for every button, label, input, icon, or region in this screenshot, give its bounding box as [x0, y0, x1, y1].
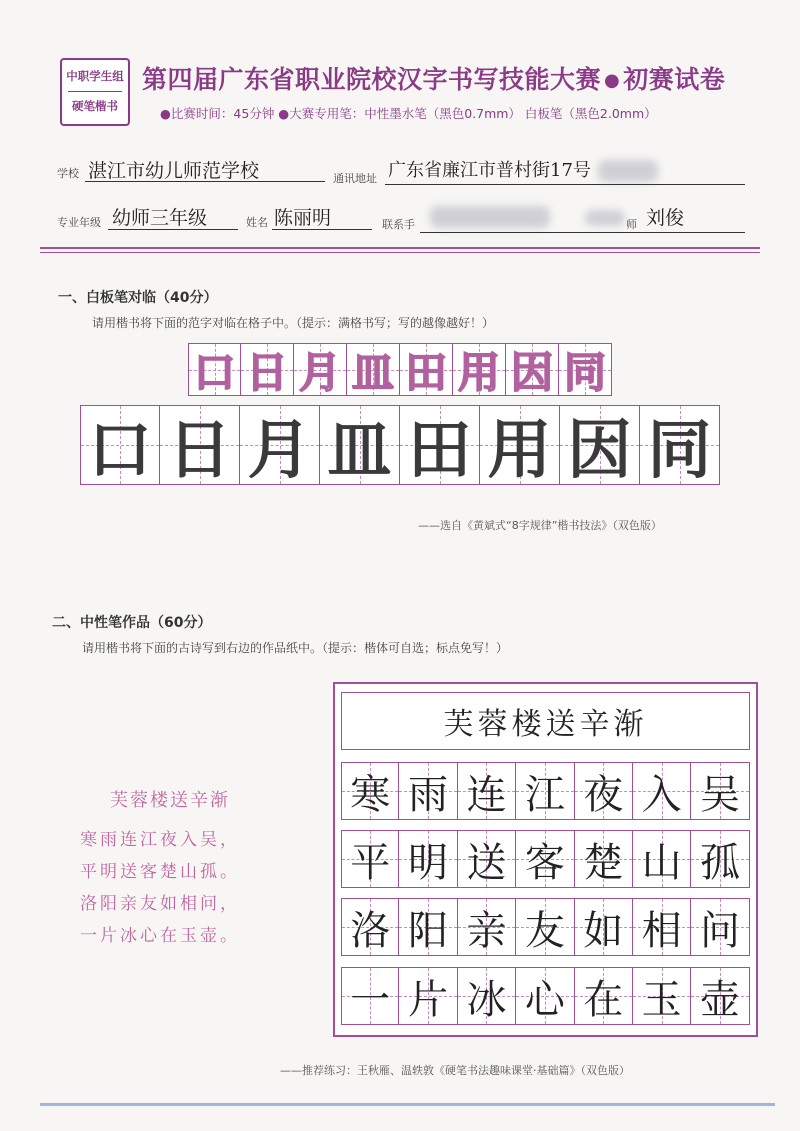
- work-row[interactable]: [341, 967, 750, 1025]
- work-cell[interactable]: 孤: [691, 830, 749, 888]
- work-cell[interactable]: 片: [399, 967, 457, 1025]
- work-cell[interactable]: 在: [575, 967, 633, 1025]
- model-cell: 日: [241, 343, 294, 396]
- practice-cell[interactable]: 皿: [320, 405, 400, 485]
- address-underline: [385, 184, 745, 185]
- work-cell[interactable]: 冰: [458, 967, 516, 1025]
- work-cell[interactable]: 雨: [399, 762, 457, 820]
- section1-title: 一、白板笔对临（40分）: [58, 290, 218, 306]
- work-row[interactable]: [341, 830, 750, 888]
- work-cell[interactable]: 阳: [399, 898, 457, 956]
- work-sheet[interactable]: [333, 682, 758, 1037]
- work-cell[interactable]: 心: [516, 967, 574, 1025]
- work-cell[interactable]: 壶: [691, 967, 749, 1025]
- poem-line: 寒雨连江夜入吴，: [80, 830, 240, 850]
- contest-title: 第四届广东省职业院校汉字书写技能大赛: [142, 65, 602, 94]
- practice-cell[interactable]: 同: [640, 405, 720, 485]
- work-cell[interactable]: 吴: [691, 762, 749, 820]
- page-title: [142, 60, 725, 96]
- exam-type: 初赛试卷: [623, 65, 726, 94]
- work-cell[interactable]: 玉: [633, 967, 691, 1025]
- practice-char-grid[interactable]: [80, 405, 720, 488]
- badge-divider: [68, 91, 122, 92]
- practice-cell[interactable]: 因: [560, 405, 640, 485]
- major-value[interactable]: 幼师三年级: [112, 207, 208, 229]
- name-value[interactable]: 陈丽明: [274, 207, 332, 229]
- work-row[interactable]: [341, 898, 750, 956]
- teacher-value[interactable]: 刘俊: [646, 207, 685, 229]
- work-cell[interactable]: 亲: [458, 898, 516, 956]
- work-cell[interactable]: 连: [458, 762, 516, 820]
- model-cell: 田: [400, 343, 453, 396]
- work-cell[interactable]: 明: [399, 830, 457, 888]
- model-char-grid: [188, 343, 612, 396]
- name-underline: [272, 229, 372, 230]
- work-cell[interactable]: 寒: [341, 762, 399, 820]
- address-label: 通讯地址: [333, 172, 377, 185]
- phone-teacher-underline: [420, 232, 745, 233]
- work-cell[interactable]: 夜: [575, 762, 633, 820]
- address-value[interactable]: 广东省廉江市普村街17号: [388, 160, 591, 181]
- model-cell: 皿: [347, 343, 400, 396]
- work-cell[interactable]: 友: [516, 898, 574, 956]
- work-cell[interactable]: 客: [516, 830, 574, 888]
- redacted-teacher-label: [585, 210, 625, 226]
- model-cell: 用: [453, 343, 506, 396]
- section1-credit: ——选自《黄斌式“8字规律”楷书技法》（双色版）: [418, 519, 662, 532]
- major-label: 专业年级: [57, 216, 101, 229]
- poem-line: 平明送客楚山孤。: [80, 862, 240, 882]
- section2-title: 二、中性笔作品（60分）: [52, 615, 212, 631]
- poem-line: 一片冰心在玉壶。: [80, 926, 240, 946]
- teacher-label: 师: [626, 218, 637, 231]
- work-cell[interactable]: 一: [341, 967, 399, 1025]
- model-cell: 口: [188, 343, 241, 396]
- section2-credit: ——推荐练习：王秋雁、温轶敦《硬笔书法趣味课堂·基础篇》（双色版）: [280, 1064, 630, 1077]
- work-cell[interactable]: 问: [691, 898, 749, 956]
- practice-cell[interactable]: 月: [240, 405, 320, 485]
- work-cell[interactable]: 如: [575, 898, 633, 956]
- work-cell[interactable]: 平: [341, 830, 399, 888]
- school-label: 学校: [57, 167, 79, 180]
- practice-cell[interactable]: 口: [80, 405, 160, 485]
- work-cell[interactable]: 楚: [575, 830, 633, 888]
- work-cell[interactable]: 相: [633, 898, 691, 956]
- practice-cell[interactable]: 用: [480, 405, 560, 485]
- work-title: 芙蓉楼送辛渐: [443, 707, 648, 742]
- model-cell: 同: [559, 343, 612, 396]
- major-underline: [108, 229, 238, 230]
- name-label: 姓名: [246, 216, 268, 229]
- work-row[interactable]: [341, 762, 750, 820]
- phone-label: 联系手: [382, 218, 415, 231]
- work-cell[interactable]: 洛: [341, 898, 399, 956]
- title-dot-icon: ●: [604, 70, 621, 91]
- exam-info: ●比赛时间：45分钟 ●大赛专用笔：中性墨水笔（黑色0.7mm） 白板笔（黑色2.0mm）: [160, 106, 657, 121]
- redacted-phone: [430, 206, 550, 228]
- work-cell[interactable]: 入: [633, 762, 691, 820]
- section1-hint: 请用楷书将下面的范字对临在格子中。（提示：满格书写；写的越像越好！）: [92, 316, 495, 330]
- badge-category-label: 硬笔楷书: [72, 99, 118, 113]
- footer-divider: [40, 1103, 775, 1106]
- poem-title: 芙蓉楼送辛渐: [110, 790, 230, 811]
- badge-group-label: 中职学生组: [66, 69, 124, 83]
- model-cell: 月: [294, 343, 347, 396]
- school-underline: [85, 181, 325, 182]
- practice-cell[interactable]: 田: [400, 405, 480, 485]
- school-value[interactable]: 湛江市幼儿师范学校: [88, 160, 260, 182]
- redacted-address: [598, 160, 658, 182]
- work-cell[interactable]: 送: [458, 830, 516, 888]
- group-badge: [60, 58, 130, 126]
- header-divider-thin: [40, 252, 760, 253]
- work-cell[interactable]: 山: [633, 830, 691, 888]
- model-cell: 因: [506, 343, 559, 396]
- header-divider: [40, 247, 760, 249]
- poem-line: 洛阳亲友如相问，: [80, 894, 240, 914]
- practice-cell[interactable]: 日: [160, 405, 240, 485]
- work-title-box[interactable]: [341, 692, 750, 750]
- work-cell[interactable]: 江: [516, 762, 574, 820]
- section2-hint: 请用楷书将下面的古诗写到右边的作品纸中。（提示：楷体可自选；标点免写！）: [82, 641, 509, 655]
